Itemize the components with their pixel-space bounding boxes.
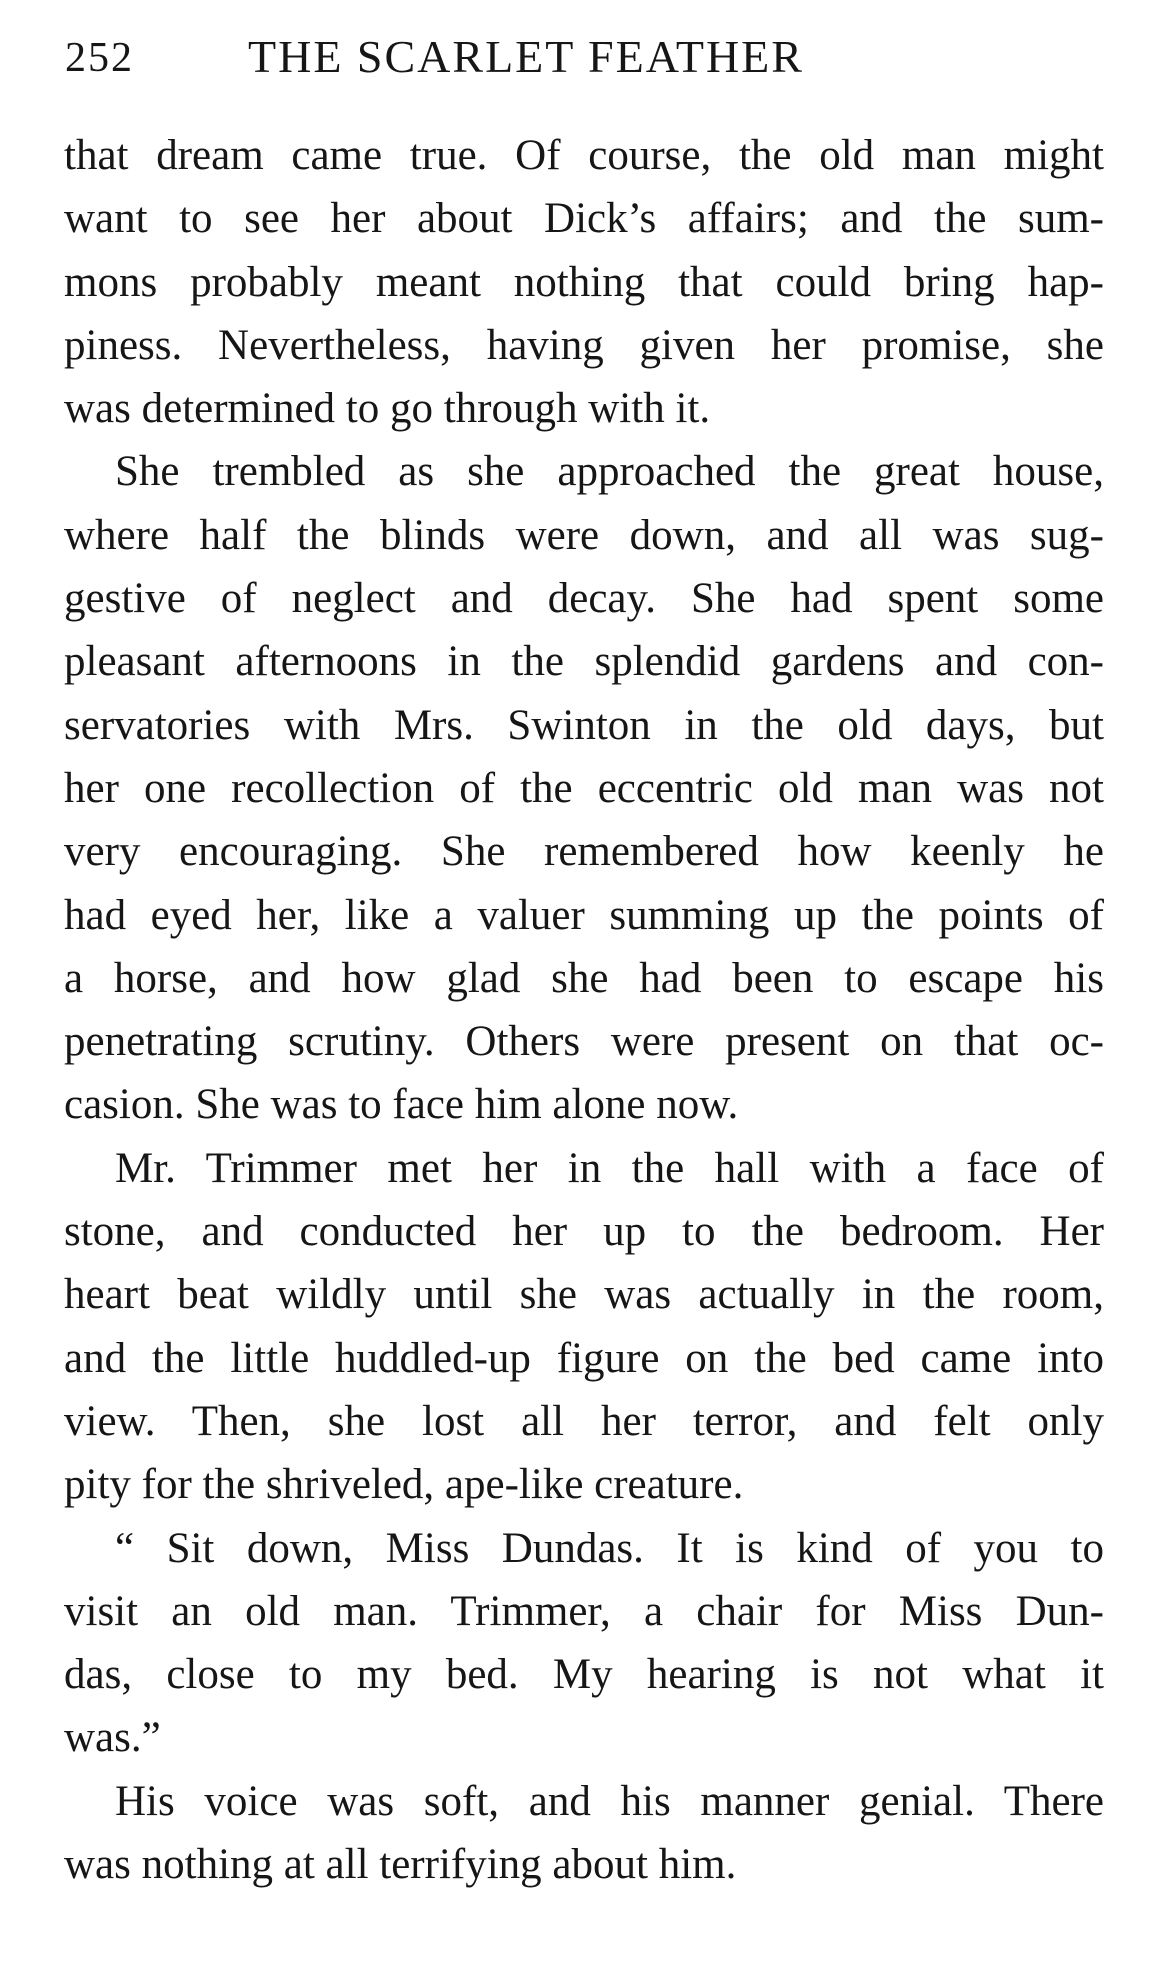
text-line: very encouraging. She remembered how keenly he xyxy=(64,828,1104,876)
text-line: pleasant afternoons in the splendid gardens and con- xyxy=(64,638,1104,686)
body-text xyxy=(64,124,1104,1896)
text-line: a horse, and how glad she had been to escape his xyxy=(64,954,1104,1002)
text-line: and the little huddled-up figure on the bed came into xyxy=(64,1334,1104,1382)
text-line: that dream came true. Of course, the old man might xyxy=(64,132,1104,179)
text-line: pity for the shriveled, ape-like creature. xyxy=(64,1461,744,1509)
text-line: want to see her about Dick’s affairs; and the sum- xyxy=(64,195,1104,243)
text-line: penetrating scrutiny. Others were present on that oc- xyxy=(64,1018,1104,1066)
text-line: servatories with Mrs. Swinton in the old days, but xyxy=(64,701,1104,749)
text-line: gestive of neglect and decay. She had spent some xyxy=(64,575,1104,623)
text-line: piness. Nevertheless, having given her promise, she xyxy=(64,321,1104,369)
text-line: casion. She was to face him alone now. xyxy=(64,1081,739,1129)
text-line: was nothing at all terrifying about him. xyxy=(64,1841,737,1889)
text-line: had eyed her, like a valuer summing up the points of xyxy=(64,891,1104,939)
text-line: her one recollection of the eccentric old man was not xyxy=(64,764,1104,812)
text-line: view. Then, she lost all her terror, and felt only xyxy=(64,1397,1104,1445)
text-line: mons probably meant nothing that could bring hap- xyxy=(64,258,1104,306)
text-line: Mr. Trimmer met her in the hall with a face of xyxy=(115,1144,1104,1192)
text-line: visit an old man. Trimmer, a chair for Miss Dun- xyxy=(64,1587,1104,1635)
text-line: His voice was soft, and his manner genial. There xyxy=(115,1777,1104,1825)
text-line: stone, and conducted her up to the bedroom. Her xyxy=(64,1208,1104,1256)
text-line: was determined to go through with it. xyxy=(64,385,711,433)
text-line: was.” xyxy=(64,1714,161,1762)
text-line: heart beat wildly until she was actually in the room, xyxy=(64,1271,1104,1319)
text-line: “ Sit down, Miss Dundas. It is kind of you to xyxy=(115,1524,1104,1572)
text-line: das, close to my bed. My hearing is not what it xyxy=(64,1651,1104,1699)
running-title: THE SCARLET FEATHER xyxy=(248,31,804,82)
page-number: 252 xyxy=(65,35,134,81)
text-line: where half the blinds were down, and all was sug- xyxy=(64,511,1104,559)
running-head xyxy=(65,22,1105,92)
text-line: She trembled as she approached the great house, xyxy=(115,448,1104,496)
